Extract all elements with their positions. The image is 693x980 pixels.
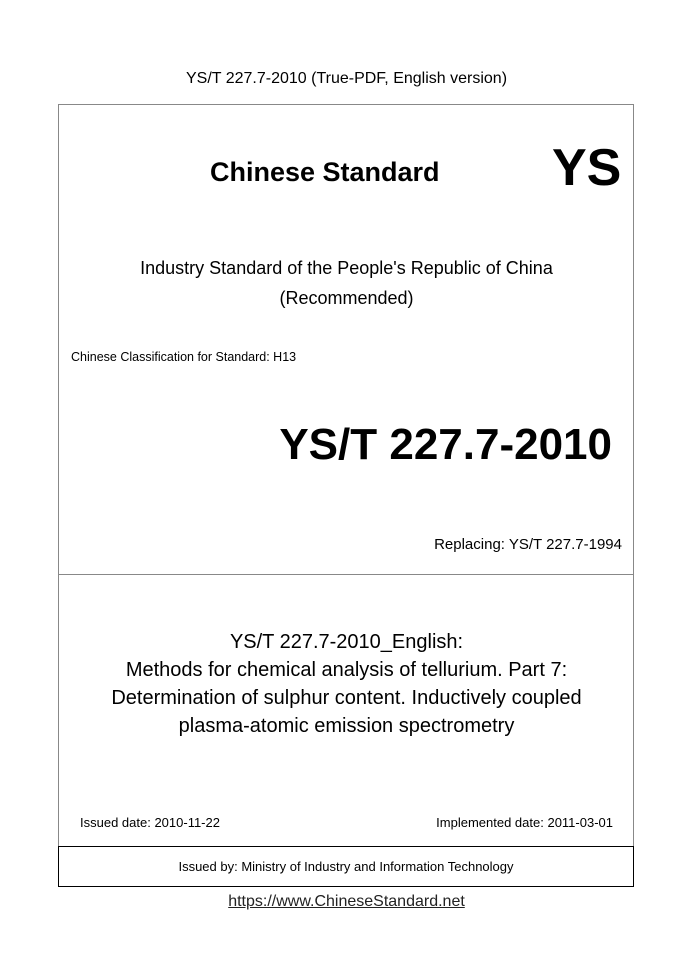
cover-frame bbox=[58, 104, 634, 887]
website-link[interactable]: https://www.ChineseStandard.net bbox=[228, 893, 465, 910]
cover-title: Chinese Standard bbox=[210, 157, 440, 187]
document-title-line: YS/T 227.7-2010_English: bbox=[229, 631, 464, 653]
industry-standard-line: Industry Standard of the People's Republic of China bbox=[140, 258, 553, 278]
standard-number: YS/T 227.7-2010 bbox=[279, 420, 612, 469]
document-title bbox=[0, 628, 693, 740]
standard-code-mark: YS bbox=[552, 139, 622, 197]
implemented-date: Implemented date: 2011-03-01 bbox=[436, 815, 613, 830]
issuer-box bbox=[58, 846, 634, 887]
page-header: YS/T 227.7-2010 (True-PDF, English version) bbox=[185, 70, 508, 87]
replacing-label: Replacing: YS/T 227.7-1994 bbox=[434, 536, 622, 553]
document-title-line: Determination of sulphur content. Inductively coupled bbox=[111, 687, 582, 709]
recommended-label: (Recommended) bbox=[279, 288, 414, 308]
classification-label: Chinese Classification for Standard: H13 bbox=[71, 350, 297, 364]
issued-date: Issued date: 2010-11-22 bbox=[80, 815, 220, 830]
issued-by-label: Issued by: Ministry of Industry and Information Technology bbox=[178, 859, 514, 874]
document-title-line: Methods for chemical analysis of tellurium. Part 7: bbox=[125, 659, 568, 681]
section-divider bbox=[58, 574, 634, 575]
document-title-line: plasma-atomic emission spectrometry bbox=[178, 715, 515, 737]
